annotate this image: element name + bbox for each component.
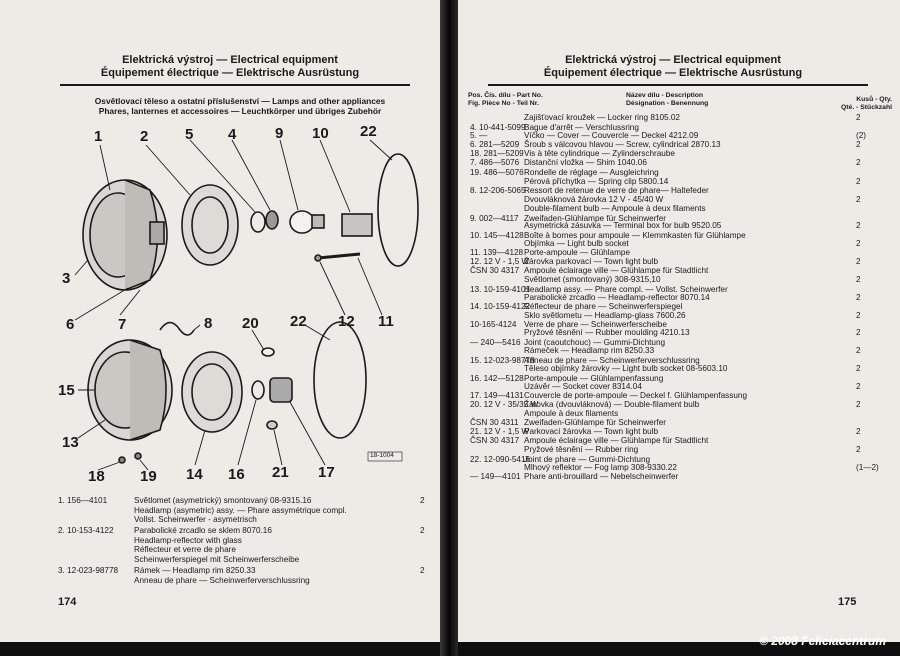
label-12: 12 — [338, 313, 355, 330]
right-entry: 12. 12 V - 1,5 W Žárovka parkovací — Town light bulb 2 — [470, 256, 861, 266]
label-11: 11 — [378, 313, 394, 330]
label-18: 18 — [88, 468, 105, 485]
headlamp-housing-15 — [130, 340, 166, 440]
right-entry: 13. 10-159-4101 Světlomet (smontovaný) 308-9315,10 Headlamp assy. — Phare compl. — Vollst. Scheinwerfer 2 — [470, 275, 861, 294]
right-header — [498, 54, 848, 80]
label-13: 13 — [62, 434, 79, 451]
right-entry: 17. 149—4131 Uzávěr — Socket cover 8314.04 Couvercle de porte-ampoule — Deckel f. Glühlampenfassung 2 — [470, 381, 861, 401]
socket-11 — [318, 254, 360, 258]
diagram-code: 18-1004 — [370, 452, 394, 459]
right-entry: 8. 12-206-5065 Pérová příchytka — Spring clip 5800.14 Ressort de retenue de verre de phare— Haltefeder 2 — [470, 176, 861, 196]
label-10: 10 — [312, 125, 329, 142]
right-page-number: 175 — [838, 596, 857, 608]
bulb-9-base — [312, 215, 324, 228]
locker-ring-5 — [251, 212, 265, 232]
right-entry: — 149—4101 Mlhový reflektor — Fog lamp 308-9330.22 Phare anti-brouillard — Nebelscheinwerfer (1—2) — [470, 462, 879, 482]
left-header-line1: Elektrická výstroj — Electrical equipment — [122, 54, 338, 66]
bulb-9 — [290, 211, 314, 233]
right-entry: 20. 12 V - 35/35 W Žárovka (dvouvláknová) — Double-filament bulb 2 — [470, 399, 861, 409]
right-entry: ČSN 30 4317 Ampoule éclairage ville — Glühlampe für Stadtlicht — [470, 265, 709, 275]
right-header-line2: Équipement électrique — Elektrische Ausrüstung — [543, 67, 803, 79]
right-entry: ČSN 30 4311 Ampoule à deux filaments Zweifaden-Glühlampe für Scheinwerfer — [470, 408, 666, 428]
book-gutter — [440, 0, 458, 656]
socket-cover-17 — [270, 378, 292, 402]
spring-clip-8 — [160, 323, 194, 336]
right-entry: 5. — Víčko — Cover — Couvercle — Deckel 4212.09 (2) — [470, 130, 867, 140]
right-entry: 15. 12-023-98778 Rámeček — Headlamp rim 8250.33 Anneau de phare — Scheinwerferverschlussring 2 — [470, 346, 861, 365]
bulb-12 — [315, 255, 321, 261]
label-22-top: 22 — [360, 123, 377, 140]
label-4: 4 — [228, 126, 237, 143]
label-6: 6 — [66, 316, 75, 333]
right-entry: 4. 10-441-5099 Zajišťovací kroužek — Locker ring 8105.02 Bague d'arrêt — Verschlussring 2 — [470, 113, 861, 132]
label-9: 9 — [275, 125, 284, 142]
right-entry: 16. 142—5128 Těleso objímky žárovky — Light bulb socket 08-5603.10 Porte-ampoule — Glühlampenfassung 2 — [470, 364, 861, 383]
col-head-name: Název dílu - Description Désignation - Benennung — [626, 92, 709, 107]
right-entry: 18. 281—5209 Vis à tête cylindrique — Zylinderschraube — [470, 149, 675, 159]
left-subtitle-line1: Osvětlovací těleso a ostatní příslušenství — Lamps and other appliances — [94, 96, 386, 106]
right-header-rule — [488, 84, 868, 86]
left-page: Elektrická výstroj — Electrical equipment Équipement électrique — Elektrische Ausrüstung Osvětlovací těleso a ostatní příslušenství — Lamps and other appliances Phares, lanternes et accessoires — Leuchtkörper und übriges Zubehör 18-1004 1 2 5 4 9 10 22 3 6 7 8 20 22 12 11 15 13 18 19 14 16 21 17 1. 156—4101 Světlomet (asymetrický) smontovaný 08-9315.16 Headlamp (asymetric) assy. — Phare assymétrique compl. Vollst. Scheinwerfer - asymetrisch 2 2. 10-153-4122 Parabolické zrcadlo se sklem 8070.16 Headlamp-reflector with glass Réflecteur et verre de phare Scheinwerferspiegel mit Scheinwerferscheibe 2 3. 12-023-98778 Rámek — Headlamp rim 8250.33 Anneau de phare — Scheinwerferverschlussring 2 174 — [0, 0, 440, 642]
rubber-ring-22-top — [378, 154, 418, 266]
right-entry: 7. 486—5076 Distanční vložka — Shim 1040.06 2 — [470, 158, 861, 168]
right-entry: 19. 486—5076 Rondelle de réglage — Ausgleichring — [470, 167, 659, 177]
right-entry: ČSN 30 4317 Ampoule éclairage ville — Glühlampe für Stadtlicht — [470, 435, 709, 445]
left-header-line2: Équipement électrique — Elektrische Ausrüstung — [100, 67, 360, 79]
rubber-ring-22-lower — [314, 322, 366, 438]
col-head-pos: Pos. Čís. dílu - Part No. Fig. Pièce No - Teil Nr. — [468, 92, 543, 107]
right-entry: 6. 281—5209 Šroub s válcovou hlavou — Screw, cylindrical 2870.13 2 — [470, 140, 861, 149]
left-subtitle-line2: Phares, lanternes et accessoires — Leuchtkörper und übriges Zubehör — [98, 106, 382, 116]
right-entry: 22. 12-090-5416 Pryžové těsnění — Rubber ring Joint de phare — Gummi-Dichtung 2 — [470, 445, 861, 464]
label-22-lower: 22 — [290, 313, 307, 330]
shim-19 — [135, 453, 141, 459]
label-7: 7 — [118, 316, 127, 333]
label-21: 21 — [272, 464, 289, 481]
label-19: 19 — [140, 468, 157, 485]
right-page — [458, 0, 900, 642]
label-14: 14 — [186, 466, 203, 483]
label-3: 3 — [62, 270, 71, 287]
label-15: 15 — [58, 382, 75, 399]
socket-16 — [252, 381, 264, 399]
terminal-box-10 — [342, 214, 372, 236]
right-entry: 14. 10-159-4122 Parabolické zrcadlo — Headlamp-reflector 8070.14 Réflecteur de phare — Scheinwerferspiegel 2 — [470, 292, 861, 312]
label-17: 17 — [318, 464, 335, 481]
label-2: 2 — [140, 128, 149, 145]
right-entry: 10-165-4124 Sklo světlometu — Headlamp-glass 7600.26 Verre de phare — Scheinwerferscheibe 2 — [470, 310, 861, 330]
right-entry: — 240—5416 Pryžové těsnění — Rubber moulding 4210.13 Joint (caoutchouc) — Gummi-Dichtung 2 — [470, 328, 861, 347]
label-20: 20 — [242, 315, 259, 332]
exploded-lamp-diagram — [0, 0, 440, 500]
left-page-number: 174 — [58, 596, 77, 608]
copyright-credit: © 2008 Feliciacentrum — [759, 634, 886, 648]
right-entry: 10. 145—4128 Asymetrická zásuvka — Terminal box for bulb 9520.05 Boîte à bornes pour ampoule — Klemmkasten für Glühlampe 2 — [470, 221, 861, 240]
bulb-21 — [267, 421, 277, 429]
right-header-line1: Elektrická výstroj — Electrical equipment — [565, 54, 781, 66]
label-5: 5 — [185, 126, 194, 143]
col-head-qty: Kusů - Qty. Qté. - Stückzahl — [841, 96, 892, 111]
right-entry: 11. 139—4128 Objímka — Light bulb socket Porte-ampoule — Glühlampe 2 — [470, 238, 861, 258]
label-1: 1 — [94, 128, 103, 145]
cover-4 — [266, 211, 278, 229]
label-8: 8 — [204, 315, 213, 332]
right-entry: 21. 12 V - 1,5 W Parkovací žárovka — Town light bulb 2 — [470, 426, 861, 436]
right-entry: 9. 002—4117 Dvouvláknová žárovka 12 V - 45/40 W Double-filament bulb — Ampoule à deux filaments Zweifaden-Glühlampe für Scheinwerfer 2 — [470, 194, 861, 223]
label-16: 16 — [228, 466, 245, 483]
headlamp-mount-1 — [150, 222, 164, 244]
